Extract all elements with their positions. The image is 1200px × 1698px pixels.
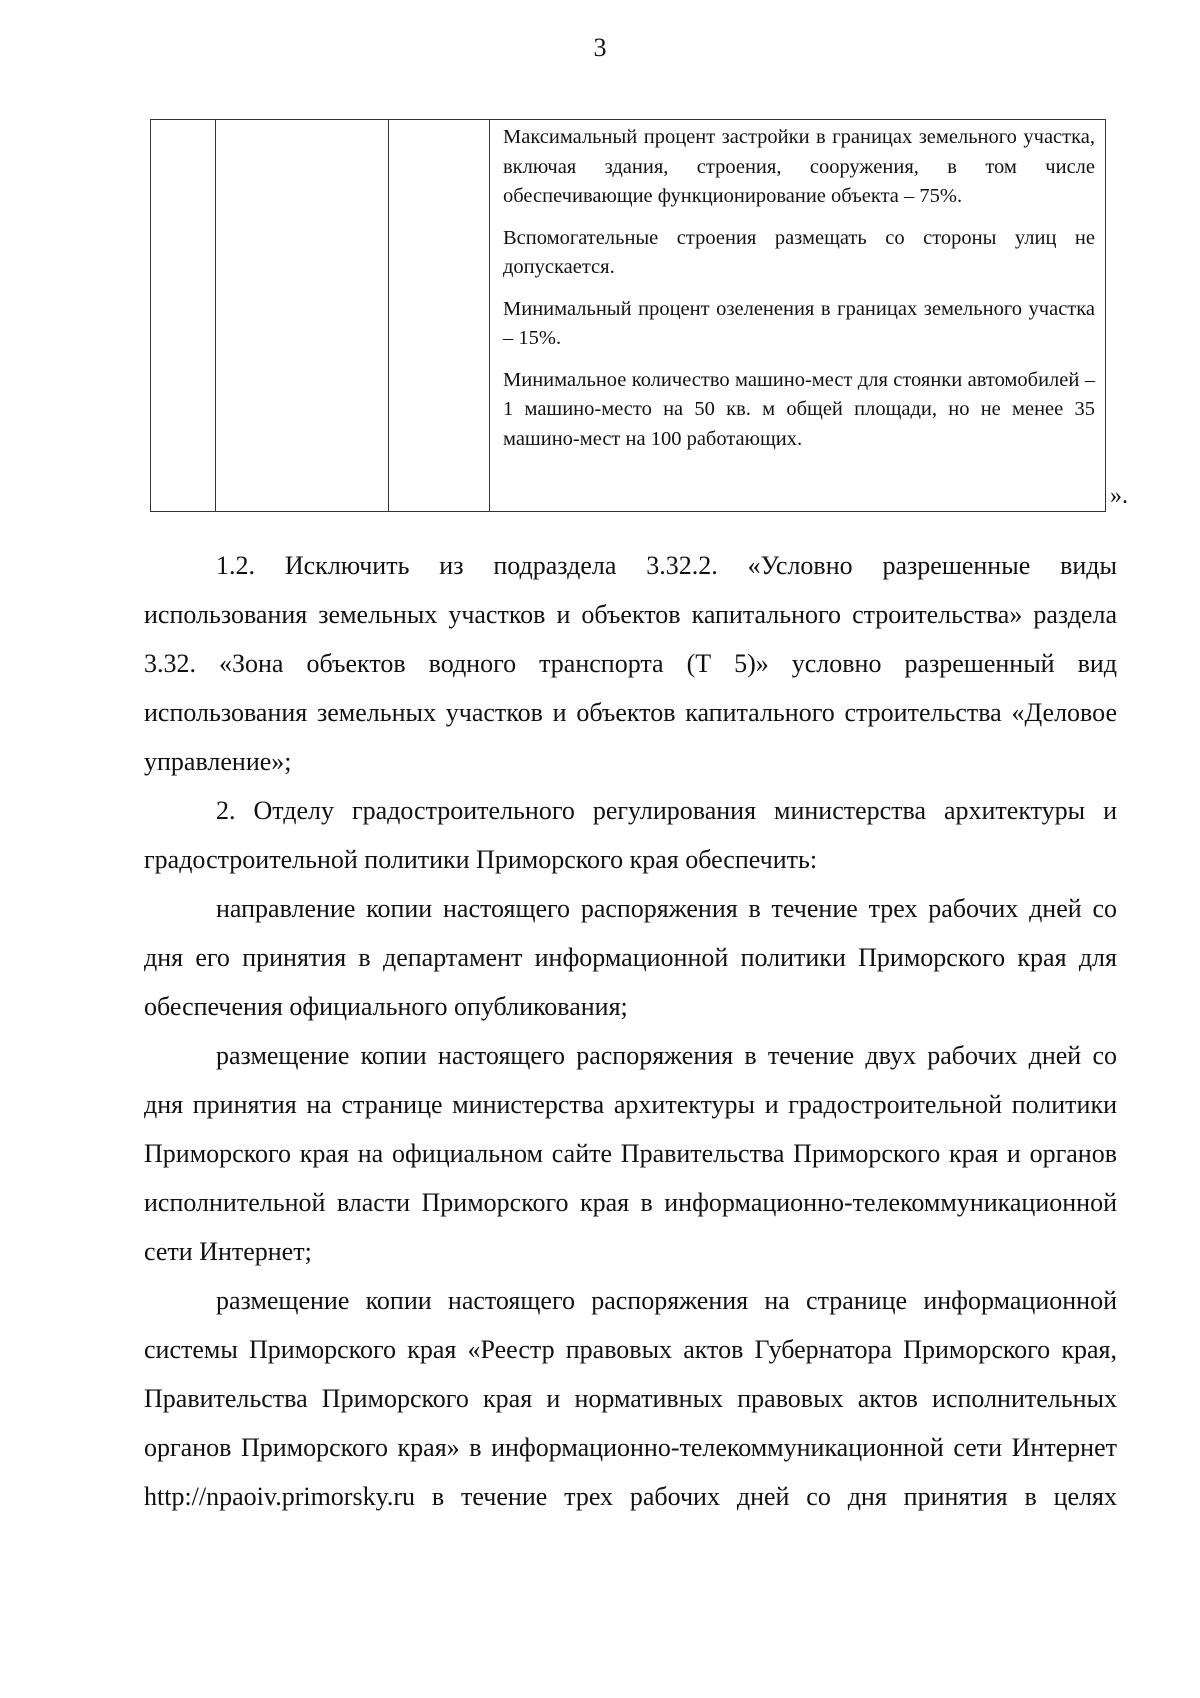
table-cell-parameters	[490, 120, 1106, 512]
parameter-max-build-percent: Максимальный процент застройки в границах земельного участка, включая здания, строения, сооружения, в том числе обеспечивающие функционирование объекта – 75%.	[503, 126, 1095, 207]
continuation-table	[150, 119, 1106, 512]
paragraph-publication: направление копии настоящего распоряжения в течение трех рабочих дней со дня его принятия в департамент информационной политики Приморского края для обеспечения официального опубликования;	[144, 894, 1117, 1021]
table-cell-empty-1	[151, 120, 216, 512]
table-cell-empty-3	[389, 120, 490, 512]
table-row	[151, 120, 1106, 512]
page-number: 3	[593, 33, 607, 62]
closing-quote: ».	[1110, 483, 1128, 509]
parameter-min-greening: Минимальный процент озеленения в границах земельного участка – 15%.	[503, 297, 1095, 349]
parameter-min-parking: Минимальное количество машино-мест для стоянки автомобилей – 1 машино-место на 50 кв. м общей площади, но не менее 35 машино-мест на 100 работающих.	[503, 368, 1095, 450]
paragraph-2: 2. Отделу градостроительного регулирования министерства архитектуры и градостроительной политики Приморского края обеспечить:	[144, 796, 1117, 874]
table-cell-empty-2	[216, 120, 389, 512]
paragraph-website: размещение копии настоящего распоряжения в течение двух рабочих дней со дня принятия на странице министерства архитектуры и градостроительной политики Приморского края на официальном сайте Правительства Приморского края и органов исполнительной власти Приморского края в информационно-телекоммуникационной сети Интернет;	[144, 1041, 1117, 1266]
parameter-auxiliary-buildings: Вспомогательные строения размещать со стороны улиц не допускается.	[503, 226, 1095, 278]
paragraph-1-2: 1.2. Исключить из подраздела 3.32.2. «Условно разрешенные виды использования земельных участков и объектов капитального строительства» раздела 3.32. «Зона объектов водного транспорта (Т 5)» условно разрешенный вид использования земельных участков и объектов капитального строительства «Деловое управление»;	[144, 551, 1117, 776]
body-text	[144, 541, 1117, 1521]
paragraph-registry: размещение копии настоящего распоряжения на странице информационной системы Приморского края «Реестр правовых актов Губернатора Приморского края, Правительства Приморского края и нормативных правовых актов исполнительных органов Приморского края» в информационно-телекоммуникационной сети Интернет http://npaoiv.primorsky.ru в течение трех рабочих дней со дня принятия в целях	[144, 1286, 1117, 1511]
